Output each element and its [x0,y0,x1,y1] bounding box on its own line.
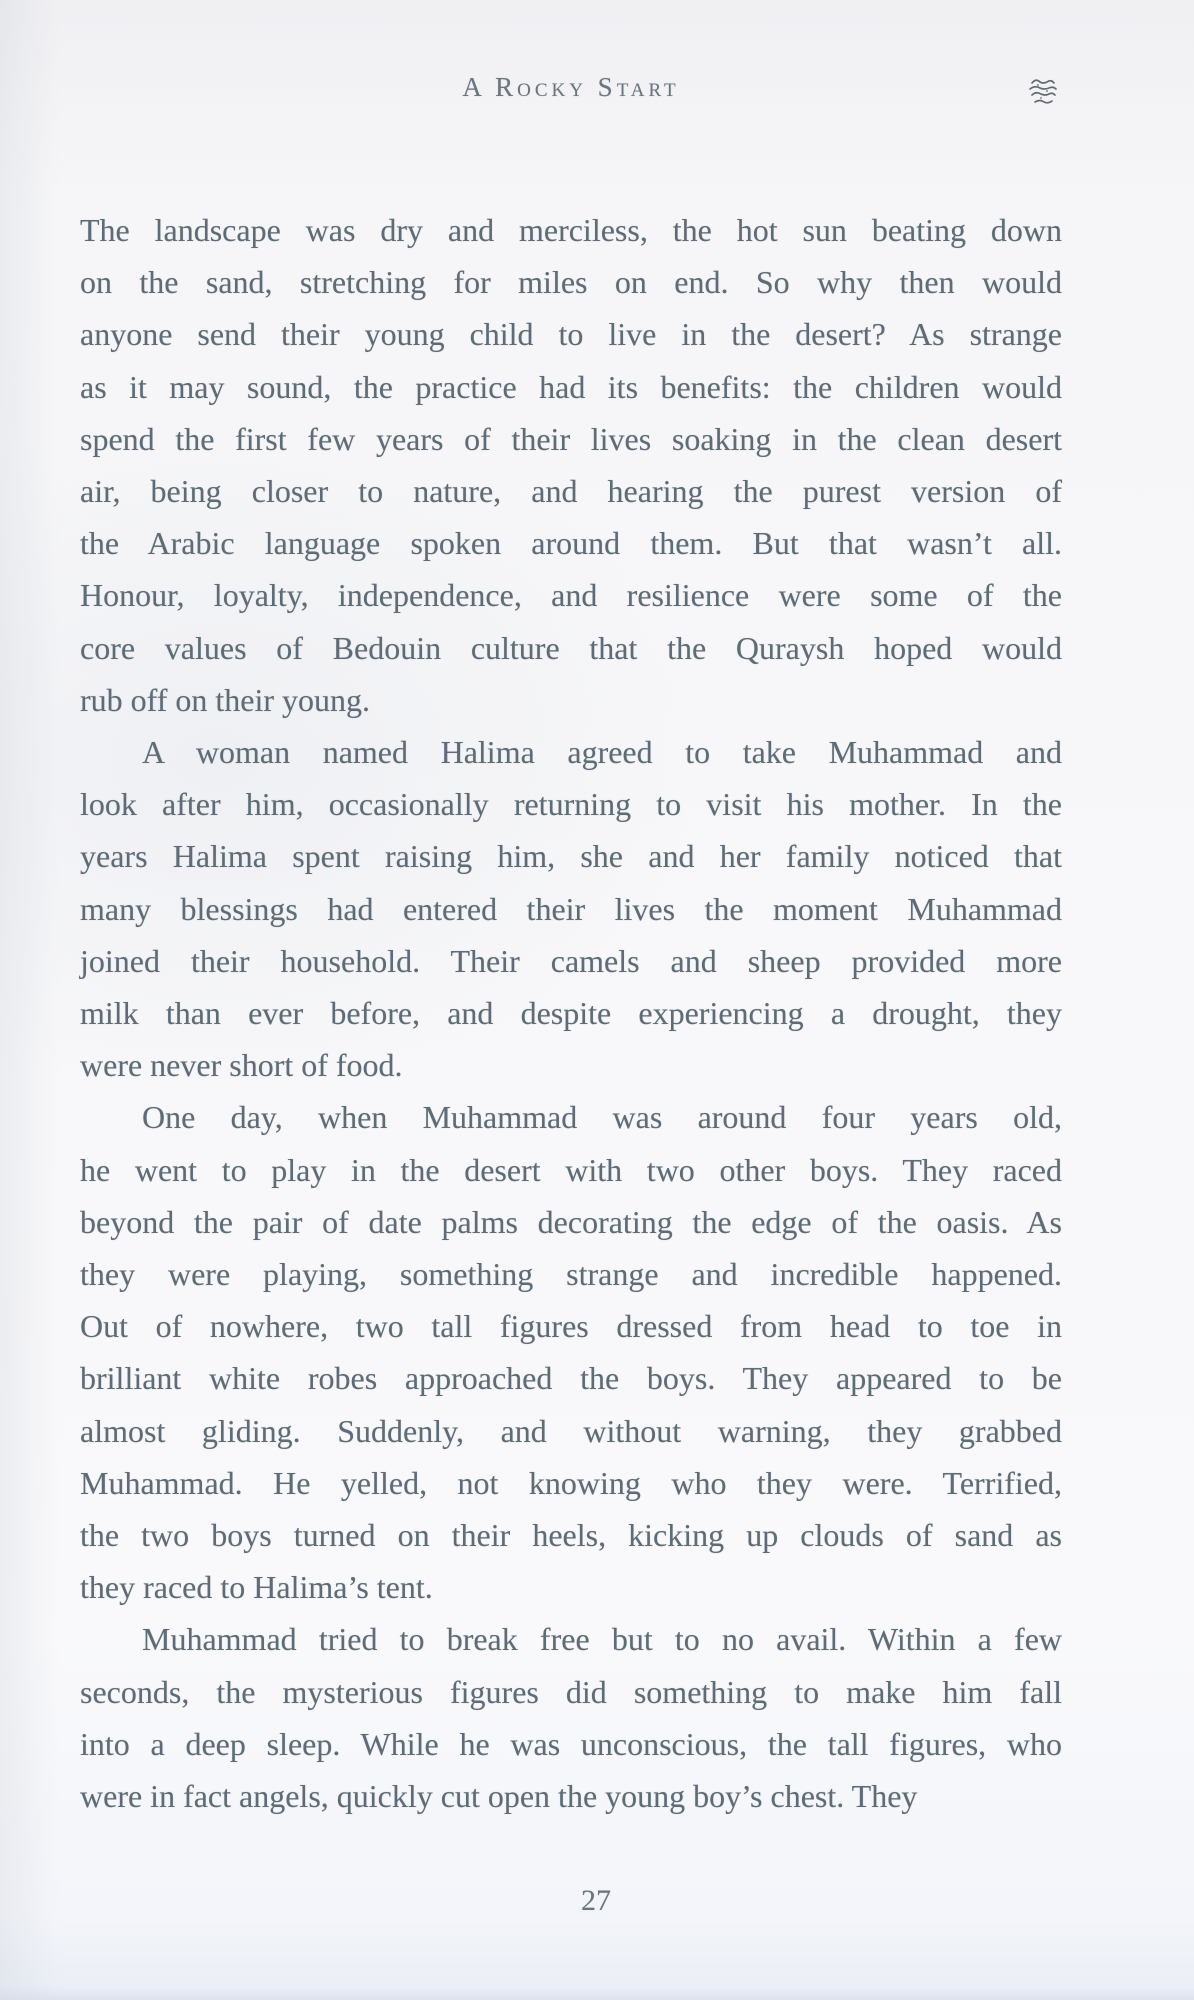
text-line: One day, when Muhammad was around four years old, [142,1099,1062,1136]
text-line: Honour, loyalty, independence, and resilience were some of the [80,577,1062,614]
text-line: The landscape was dry and merciless, the hot sun beating down [80,212,1062,248]
text-line: almost gliding. Suddenly, and without warning, they grabbed [80,1412,1062,1449]
text-line: were in fact angels, quickly cut open the young boy’s chest. They [80,1778,918,1815]
text-line: many blessings had entered their lives the moment Muhammad [80,890,1062,927]
text-line: A woman named Halima agreed to take Muhammad and [142,734,1062,771]
text-line: on the sand, stretching for miles on end. So why then would [80,264,1062,301]
text-line: the Arabic language spoken around them. But that wasn’t all. [80,525,1062,562]
text-line: Muhammad. He yelled, not knowing who they were. Terrified, [80,1464,1062,1501]
text-line: he went to play in the desert with two other boys. They raced [80,1151,1062,1188]
text-line: anyone send their young child to live in the desert? As strange [80,316,1062,353]
text-line: Out of nowhere, two tall figures dressed from head to toe in [80,1308,1062,1345]
text-line: as it may sound, the practice had its benefits: the children would [80,368,1062,405]
text-line: brilliant white robes approached the boys. They appeared to be [80,1360,1062,1397]
text-line: into a deep sleep. While he was unconscious, the tall figures, who [80,1725,1062,1762]
text-line: spend the first few years of their lives soaking in the clean desert [80,420,1062,457]
text-line: air, being closer to nature, and hearing the purest version of [80,473,1062,510]
text-line: were never short of food. [80,1047,403,1084]
body-text [80,204,1062,1822]
salawat-calligraphy-icon [1026,74,1060,112]
text-line: look after him, occasionally returning to visit his mother. In the [80,786,1062,823]
text-line: the two boys turned on their heels, kicking up clouds of sand as [80,1517,1062,1554]
text-line: Muhammad tried to break free but to no avail. Within a few [142,1621,1062,1658]
chapter-title: A Rocky Start [462,72,680,102]
text-line: rub off on their young. [80,681,371,718]
page-bottom-shadow [0,1986,1194,2000]
text-line: milk than ever before, and despite experiencing a drought, they [80,995,1062,1032]
text-line: joined their household. Their camels and sheep provided more [80,942,1062,979]
text-line: they raced to Halima’s tent. [80,1569,433,1606]
text-line: seconds, the mysterious figures did something to make him fall [80,1673,1062,1710]
page-header [80,72,1062,112]
text-line: core values of Bedouin culture that the Quraysh hoped would [80,629,1062,666]
text-line: they were playing, something strange and incredible happened. [80,1256,1062,1293]
text-line: beyond the pair of date palms decorating the edge of the oasis. As [80,1203,1062,1240]
text-line: years Halima spent raising him, she and her family noticed that [80,838,1062,875]
page-number: 27 [581,1884,611,1917]
